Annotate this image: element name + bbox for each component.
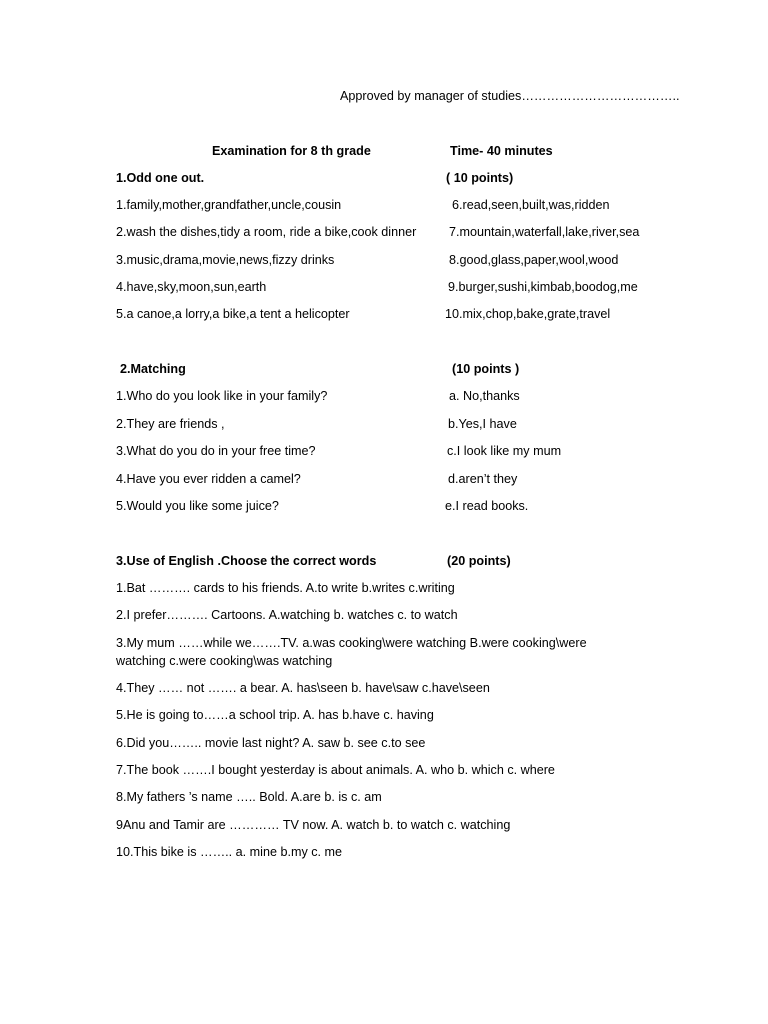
odd-one-out-item: 9.burger,sushi,kimbab,boodog,me: [448, 280, 638, 294]
matching-answer: b.Yes,I have: [448, 417, 517, 431]
odd-one-out-item: 4.have,sky,moon,sun,earth: [116, 280, 267, 294]
grammar-question: 5.He is going to……a school trip. A. has b.have c. having: [116, 708, 434, 722]
section1-title: 1.Odd one out.: [116, 171, 205, 185]
grammar-question: 2.I prefer………. Cartoons. A.watching b. watches c. to watch: [116, 608, 458, 622]
grammar-question: 3.My mum ……while we…….TV. a.was cooking\were watching B.were cooking\were: [116, 636, 587, 650]
matching-answer: a. No,thanks: [449, 389, 520, 403]
matching-answer: d.aren’t they: [448, 472, 518, 486]
odd-one-out-item: 10.mix,chop,bake,grate,travel: [445, 307, 611, 321]
matching-question: 3.What do you do in your free time?: [116, 444, 316, 458]
matching-question: 4.Have you ever ridden a camel?: [116, 472, 301, 486]
grammar-question: 1.Bat ………. cards to his friends. A.to write b.writes c.writing: [116, 581, 455, 595]
section1-points: ( 10 points): [446, 171, 514, 185]
odd-one-out-item: 7.mountain,waterfall,lake,river,sea: [449, 225, 640, 239]
matching-answer: c.I look like my mum: [447, 444, 562, 458]
grammar-question: 10.This bike is …….. a. mine b.my c. me: [116, 845, 343, 859]
grammar-question: 7.The book …….I bought yesterday is about animals. A. who b. which c. where: [116, 763, 555, 777]
grammar-question: 4.They …… not ……. a bear. A. has\seen b. have\saw c.have\seen: [116, 681, 490, 695]
section2-title: 2.Matching: [120, 362, 186, 376]
matching-question: 5.Would you like some juice?: [116, 499, 279, 513]
matching-answer: e.I read books.: [445, 499, 529, 513]
odd-one-out-item: 3.music,drama,movie,news,fizzy drinks: [116, 253, 335, 267]
exam-time: Time- 40 minutes: [450, 144, 553, 158]
matching-question: 2.They are friends ,: [116, 417, 225, 431]
grammar-question: 8.My fathers ’s name ….. Bold. A.are b. is c. am: [116, 790, 382, 804]
matching-question: 1.Who do you look like in your family?: [116, 389, 328, 403]
section3-points: (20 points): [447, 554, 511, 568]
grammar-question: 9Anu and Tamir are ………… TV now. A. watch b. to watch c. watching: [116, 818, 511, 832]
section2-points: (10 points ): [452, 362, 520, 376]
grammar-question: 6.Did you…….. movie last night? A. saw b. see c.to see: [116, 736, 426, 750]
approval-line: Approved by manager of studies………………………………..: [340, 89, 680, 103]
odd-one-out-item: 1.family,mother,grandfather,uncle,cousin: [116, 198, 342, 212]
odd-one-out-item: 8.good,glass,paper,wool,wood: [449, 253, 619, 267]
exam-title: Examination for 8 th grade: [212, 144, 371, 158]
odd-one-out-item: 5.a canoe,a lorry,a bike,a tent a helicopter: [116, 307, 350, 321]
section3-title: 3.Use of English .Choose the correct words: [116, 554, 377, 568]
odd-one-out-item: 6.read,seen,built,was,ridden: [452, 198, 610, 212]
grammar-question-continued: watching c.were cooking\was watching: [116, 654, 333, 668]
odd-one-out-item: 2.wash the dishes,tidy a room, ride a bike,cook dinner: [116, 225, 417, 239]
